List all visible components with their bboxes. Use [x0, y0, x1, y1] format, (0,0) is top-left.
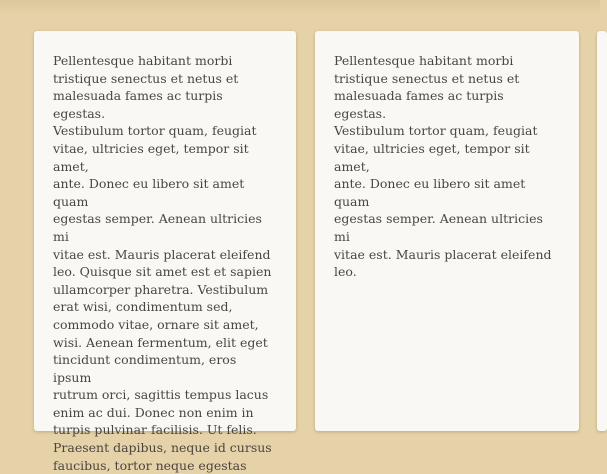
- text-line: vitae, ultricies eget, tempor sit amet,: [334, 140, 530, 174]
- text-line: erat wisi, condimentum sed,: [53, 299, 233, 315]
- text-line: Vestibulum tortor quam, feugiat: [334, 123, 538, 139]
- text-line: Vestibulum tortor quam, feugiat: [53, 123, 257, 139]
- text-line: turpis pulvinar facilisis. Ut felis.: [53, 422, 257, 438]
- text-line: wisi. Aenean fermentum, elit eget: [53, 334, 268, 350]
- text-line: malesuada fames ac turpis egestas.: [53, 88, 223, 121]
- text-line: leo.: [334, 264, 357, 280]
- card-text: [53, 52, 278, 474]
- text-line: faucibus, tortor neque egestas: [53, 457, 247, 473]
- text-line: commodo vitae, ornare sit amet,: [53, 316, 259, 332]
- text-line: leo. Quisque sit amet est et sapien: [53, 264, 272, 280]
- text-line: Pellentesque habitant morbi: [53, 53, 233, 68]
- text-line: enim ac dui. Donec non enim in: [53, 404, 254, 420]
- text-line: tincidunt condimentum, eros ipsum: [53, 352, 237, 385]
- page-top-edge: [0, 0, 600, 14]
- text-line: tristique senectus et netus et: [334, 70, 520, 86]
- text-line: malesuada fames ac turpis egestas.: [334, 88, 504, 121]
- text-line: ante. Donec eu libero sit amet quam: [53, 176, 245, 209]
- text-line: egestas semper. Aenean ultricies mi: [334, 211, 543, 244]
- text-line: vitae, ultricies eget, tempor sit amet,: [53, 140, 249, 174]
- text-line: vitae est. Mauris placerat eleifend: [334, 246, 552, 262]
- card-text: [334, 52, 559, 281]
- text-line: ante. Donec eu libero sit amet quam: [334, 176, 526, 209]
- text-card-3-partial: [597, 31, 607, 431]
- text-line: ullamcorper pharetra. Vestibulum: [53, 281, 269, 297]
- text-line: Pellentesque habitant morbi: [334, 53, 514, 68]
- text-line: rutrum orci, sagittis tempus lacus: [53, 387, 269, 403]
- text-line: Praesent dapibus, neque id cursus: [53, 440, 272, 456]
- text-card-2: [315, 31, 579, 431]
- text-line: egestas semper. Aenean ultricies mi: [53, 211, 262, 244]
- text-line: vitae est. Mauris placerat eleifend: [53, 246, 271, 262]
- text-card-1: [34, 31, 296, 473]
- text-line: tristique senectus et netus et: [53, 70, 239, 86]
